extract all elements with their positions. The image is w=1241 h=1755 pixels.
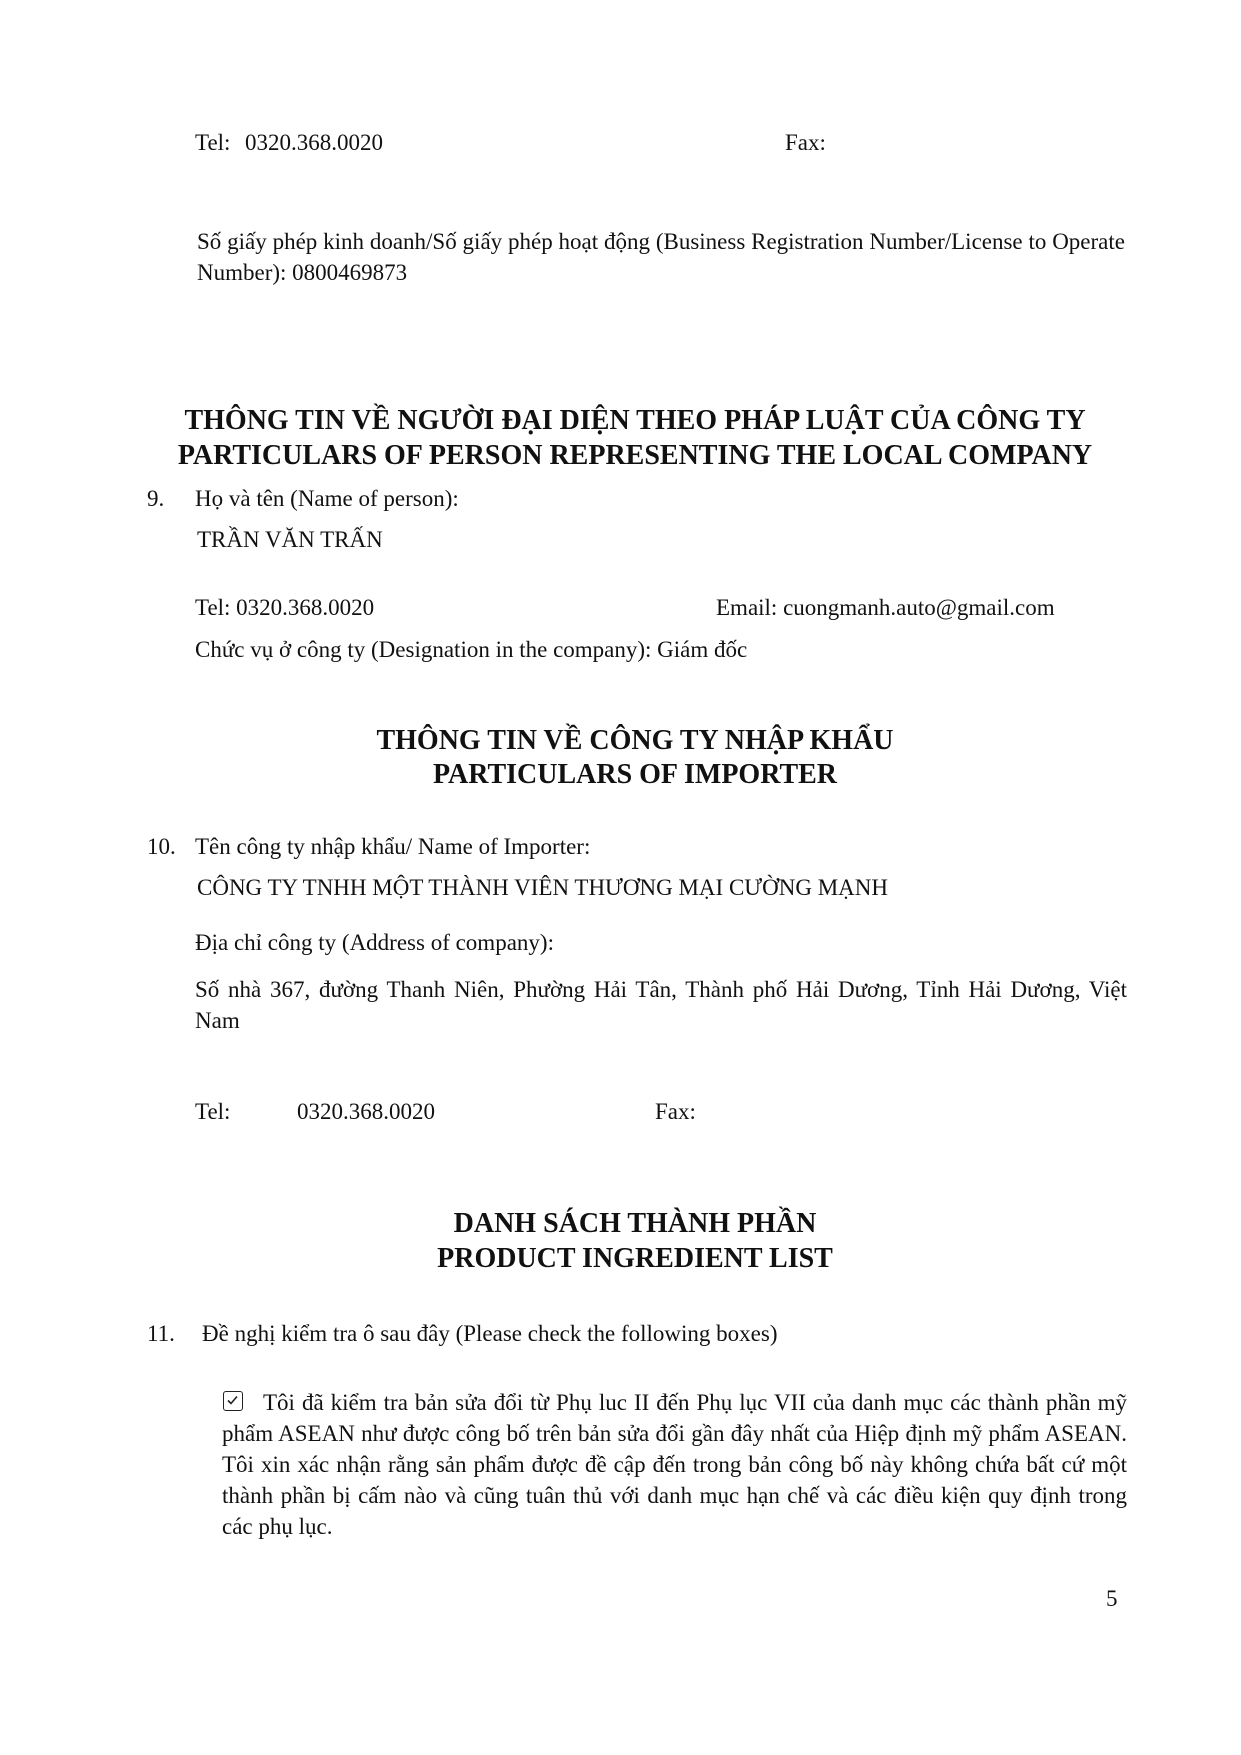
person-name-value: TRẦN VĂN TRẤN [197,527,383,552]
person-email: Email: cuongmanh.auto@gmail.com [716,595,1055,620]
importer-name-label: Tên công ty nhập khẩu/ Name of Importer: [195,834,591,859]
ingredient-heading-en: PRODUCT INGREDIENT LIST [437,1243,833,1274]
company-fax-label: Fax: [785,130,826,155]
ingredient-declaration: Tôi đã kiểm tra bản sửa đổi từ Phụ luc II đến Phụ lục VII của danh mục các thành phần mỹ phẩm ASEAN như được công bố trên bản sửa đổi gần đây nhất của Hiệp định mỹ phẩm ASEAN. Tôi xin xác nhận rằng sản phẩm được đề cập đến trong bản công bố này không chứa bất cứ một thành phần bị cấm nào và cũng tuân thủ với danh mục hạn chế và các điều kiện quy định trong các phụ lục. [222,1390,1127,1539]
representative-heading-en: PARTICULARS OF PERSON REPRESENTING THE LOCAL COMPANY [177,440,1093,471]
company-tel-value: 0320.368.0020 [245,130,383,155]
importer-heading-vi: THÔNG TIN VỀ CÔNG TY NHẬP KHẨU [376,725,894,756]
importer-address-label: Địa chỉ công ty (Address of company): [195,930,554,955]
item-number-10: 10. [147,834,176,859]
company-tel-label: Tel: [195,130,231,155]
item-number-11: 11. [147,1321,175,1346]
ingredient-instruction: Đề nghị kiểm tra ô sau đây (Please check the following boxes) [202,1321,778,1346]
person-name-label: Họ và tên (Name of person): [195,486,459,511]
page-number: 5 [1106,1586,1118,1611]
importer-fax-label: Fax: [655,1099,696,1124]
importer-heading-en: PARTICULARS OF IMPORTER [432,759,838,790]
ingredient-heading-vi: DANH SÁCH THÀNH PHẦN [453,1208,817,1239]
representative-heading-vi: THÔNG TIN VỀ NGƯỜI ĐẠI DIỆN THEO PHÁP LUẬT CỦA CÔNG TY [184,405,1086,436]
person-tel: Tel: 0320.368.0020 [195,595,375,620]
business-registration-text: Số giấy phép kinh doanh/Số giấy phép hoạt động (Business Registration Number/License to Operate Number): 0800469873 [197,229,1125,285]
person-designation: Chức vụ ở công ty (Designation in the company): Giám đốc [195,637,748,662]
importer-tel-label: Tel: [195,1099,231,1124]
importer-name-value: CÔNG TY TNHH MỘT THÀNH VIÊN THƯƠNG MẠI CƯỜNG MẠNH [197,875,888,900]
item-number-9: 9. [147,486,165,511]
importer-address-value: Số nhà 367, đường Thanh Niên, Phường Hải Tân, Thành phố Hải Dương, Tỉnh Hải Dương, Việt Nam [195,977,1127,1033]
importer-tel-value: 0320.368.0020 [297,1099,435,1124]
